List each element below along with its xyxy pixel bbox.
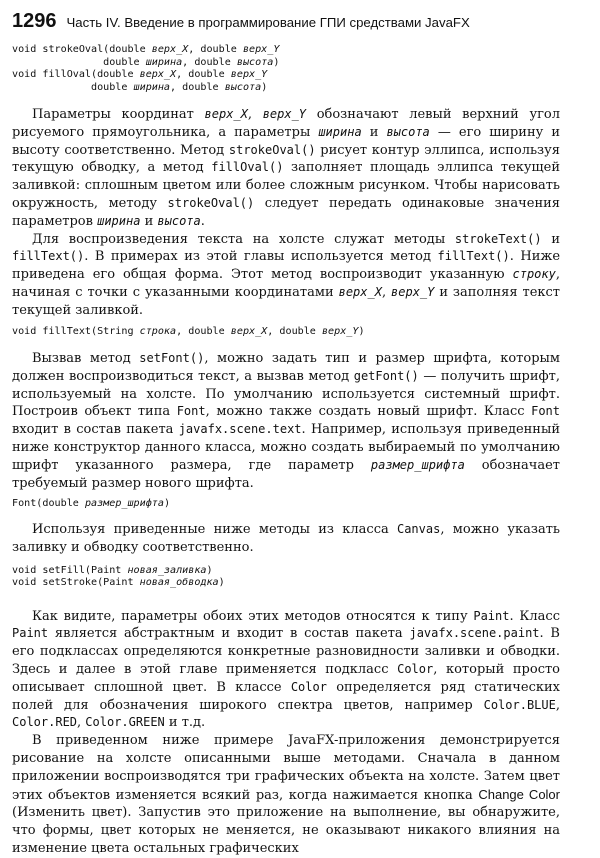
paragraph-font: Вызвав метод setFont(), можно задать тип и размер шрифта, которым должен воспроизводиться текст, а вызвав метод getFont() — получить шрифт, используемый на холсте. По умолчанию используется системный шрифт. Построив объект типа Font, можно также создать новый шрифт. Класс Font входит в состав пакета javafx.scene.text. Например, используя приведенный ниже конструктор данного класса, можно создать выбираемый по умолчанию шрифт указанного размера, где параметр размер_шрифта обозначает требуемый размер нового шрифта. (12, 351, 561, 491)
paragraph-canvas-methods: Используя приведенные ниже методы из класса Canvas, можно указать заливку и обводку соответственно. (12, 521, 560, 555)
paragraph-oval-params: Параметры координат верх_X, верх_Y обозначают левый верхний угол рисуемого прямоугольника, а параметры ширина и высота — его ширину и высоту соответственно. Метод strokeOval() рисует контур эллипса, используя текущую обводку, а метод fillOval() заполняет площадь эллипса текущей заливкой: сплошным цветом или более сложным рисунком. Чтобы нарисовать окружность, методу strokeOval() следует передать одинаковые значения параметров ширина и высота. (12, 107, 561, 229)
paragraph-example-intro: В приведенном ниже примере JavaFX-приложения демонстрируется рисование на холсте описанными выше методами. Сначала в данном приложении воспроизводятся три графических объекта на холсте. Затем цвет этих объектов изменяется всякий раз, когда нажимается кнопка Change Color (Изменить цвет). Запустив это приложение на выполнение, вы обнаружите, что формы, цвет которых не меняется, не оказывают никакого влияния на изменение цвета остальных графических (12, 733, 560, 856)
page-header (12, 10, 588, 33)
code-listing-fill-stroke: void setFill(Paint новая_заливка) void setStroke(Paint новая_обводка) (12, 564, 225, 589)
code-listing-font-constructor: Font(double размер_шрифта) (12, 498, 171, 510)
running-title: Часть IV. Введение в программирование ГПИ средствами JavaFX (66, 15, 470, 30)
paragraph-paint-class: Как видите, параметры обоих этих методов относятся к типу Paint. Класс Paint является абстрактным и входит в состав пакета javafx.scene.paint. В его подклассах определяются конкретные разновидности заливки и обводки. Здесь и далее в этой главе применяется подкласс Color, который просто описывает сплошной цвет. В классе Color определяется ряд статических полей для обозначения широкого спектра цветов, например Color.BLUE, Color.RED, Color.GREEN и т.д. (12, 608, 561, 731)
code-listing-oval-methods: void strokeOval(double верх_X, double верх_Y double ширина, double высота) void fillOval(double верх_X, double верх_Y double ширина, double высота) (12, 44, 280, 93)
paragraph-text-methods: Для воспроизведения текста на холсте служат методы strokeText() и fillText(). В примерах из этой главы используется метод fillText(). Ниже приведена его общая форма. Этот метод воспроизводит указанную строку, начиная с точки с указанными координатами верх_X, верх_Y и заполняя текст текущей заливкой. (12, 231, 561, 318)
page-number: 1296 (12, 10, 57, 32)
code-listing-filltext: void fillText(String строка, double верх_X, double верх_Y) (12, 325, 365, 337)
page-content (12, 44, 560, 858)
